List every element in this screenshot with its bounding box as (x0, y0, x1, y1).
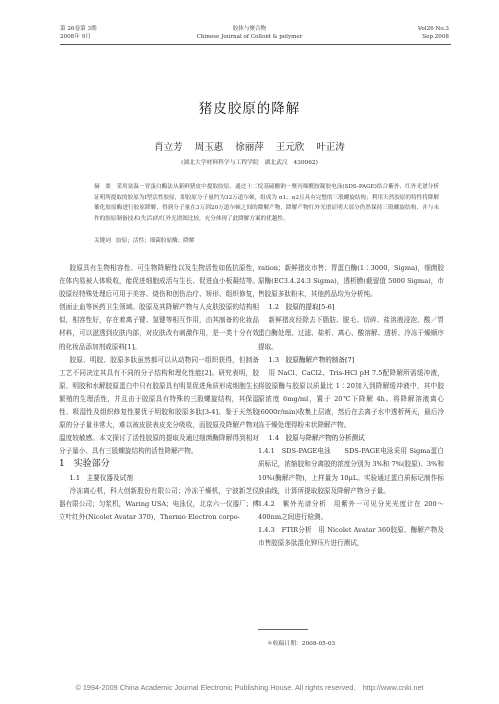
author-name: 周玉惠 (194, 142, 224, 153)
author-name: 王元欣 (275, 142, 305, 153)
abstract (94, 182, 439, 224)
affiliation: (湖北大学材料科学与工程学院 湖北武汉 430062) (181, 160, 318, 166)
journal-name-en: Chinese Journal of Colloid & polymer (196, 34, 303, 40)
uv-analysis-paragraph: 1.4.2 紫外光谱分析 用紫外一可见分光光度计在 200～400nm之间进行检测。 (258, 499, 444, 521)
journal-name-zh: 胶体与聚合物 (232, 26, 267, 32)
extraction-paragraph: 新鲜猪皮经除去下脂肪、脱毛、切碎、盐溶液浸泡、酸／胃蛋白酶处理、过滤、盐析、离心、酸溶解、透析、冷冻干燥顺序提取。 (258, 316, 444, 351)
subsection-heading-degradation: 1.3 胶原酶解产物的制备[7] (268, 355, 355, 364)
volume-date: Sep.2008 (422, 34, 449, 40)
issue-volume: 第 26卷第 3期 (60, 26, 97, 32)
intro-paragraph-2: 胶原、明胶、胶原多肽虽然都可以从动物同一组织获得，但制备工艺不同决定其具有不同的分子结构和理化性能[2]。研究表明，胶原、明胶和水解胶原蛋白中只有胶原具有明显促进角质形成细胞生长繁殖的生理活性，并且由于胶原具有特殊的三股螺旋结构，其保湿性、吸湿性及组织修复性要优于明胶和胶原多肽[3-4]。鉴于天然胶原的分子量非常大，难以被皮肤表皮充分吸收，而胶原及降解产物对温度较敏感。本文探讨了活性胶原的提取及通过细菌酶降解得到相对分子量小、具有三股螺旋结构的活性降解产物。 (59, 355, 259, 456)
journal-volume-info (418, 25, 449, 41)
sds-page-paragraph: 1.4.1 SDS-PAGE电泳 SDS-PAGE电泳采用 Sigma蛋白质标记，浓缩胶和分离胶的浓度分别为 3%和 7%(胶原)、3%和 10%(酶解产物)，上样量为 10μL。实验通过蛋白质标记制作标准曲线，计算所提取胶原及降解产物分子量。 (258, 447, 444, 495)
subsection-heading-extraction: 1.2 胶原的提取[5-6] (268, 303, 335, 312)
instruments-paragraph: 冷冻离心机，科大创新股份有限公司；冷冻干燥机，宁波新芝仪器有限公司；匀浆机，Waring USA；电泳仪，北京六一仪器厂；傅立叶红外(Nicolet Avatar 370)，Thermo Electron corpo- (59, 486, 259, 521)
volume-number: Vol26 No.3 (417, 26, 449, 32)
intro-paragraph-1: 胶原具有生物相容性、可生物降解性以及生物活性如低抗原性，在体内易被人体吸收，能促进细胞成活与生长、促进血小板凝结等。胶原经特殊处理后可用于美容、烧伤和创伤治疗、矫形、组织修复，创面止血等医药卫生领域。胶原及其降解产物与人皮肤胶原的结构相似，相容性好，存在着离子键、氢键等相互作用，由其制备的化妆品材料，可以滋透到皮肤内部，对皮肤改有刺激作用，是一类十分有效的化妆品添加剂或原料[1]。 (59, 264, 259, 351)
keywords-text: 胶原；活性；细菌胶原酶；降解 (116, 238, 195, 244)
abstract-text: 采用氨温－胃蛋白酶法从新鲜猪皮中提取胶原。通过十二烷基硫酸钠－聚丙烯酰胺凝胶电泳(SDS-PAGE)结合紫外、红外光谱分析证明所提取的胶原为Ⅰ型活性胶原，即胶原分子量约为32万道尔顿，组成为 α1、α2且具有完整的三股螺旋结构；利用天然胶原的特性将降解催化胶原酶进行胶原降解，得到分子量在3万到20万道尔顿之间的降解产物，降解产物红外光谱证明大部分仍然保持三股螺旋结构，并与未作的胶原制备技术(失活)的红外光谱图比较，充分体现了此降解方案的优越性。 (94, 184, 439, 222)
header-rule (60, 44, 451, 45)
copyright-footer: © 1994-2009 China Academic Journal Electronic Publishing House. All rights reserved. http://www.cnki.net (75, 683, 424, 692)
reagents-continuation: ration；新鲜猪皮市售；胃蛋白酶(1∶3000，Sigma)，细菌胶原酶(EC3.4.24.3 Sigma)，透析膜(截留值 5000 Sigma)，市售胶原多肽粉末，其他药品均为分析纯。 (258, 264, 444, 299)
keywords (94, 236, 439, 244)
received-date-footnote: ＊收稿日期：2008-05-03 (267, 641, 336, 647)
paper-title: 猪皮胶原的降解 (198, 101, 301, 117)
abstract-label: 摘 要 (94, 184, 111, 190)
degradation-paragraph: 用 NaCl、CaCl2、Tris-HCl pH 7.5配降解所需缓冲液，将胶原酶与胶原以质量比 1∶20加入到降解缓冲液中，其中胶原浓度 6mg/ml，置于 20℃下降解 4h。将降解溶液离心(6000r/min)收集上层液，然后在去离子水中透析两天，最后冷冻干燥处理得粉末状降解产物。 (258, 368, 444, 430)
right-column (258, 262, 444, 550)
author-name: 徐丽萍 (235, 142, 264, 153)
ftir-analysis-paragraph: 1.4.3 FTIR分析 用 Nicolet Avatar 360胶原、酶解产物及市售胶原多肽混化钾压片进行测试， (258, 525, 444, 547)
author-list (0, 139, 499, 153)
author-name: 肖立芳 (154, 142, 183, 153)
section-heading-experimental: 1 实验部分 (59, 459, 110, 470)
issue-date: 2008年 9月 (60, 34, 91, 40)
left-column (59, 262, 259, 524)
subsection-heading-instruments: 1.1 主要仪器及试剂 (69, 473, 133, 482)
subsection-heading-analysis: 1.4 胶原与降解产物的分析测试 (268, 434, 365, 443)
footnote-rule (258, 629, 308, 630)
keywords-label: 关键词 (94, 238, 111, 244)
author-name: 叶正涛 (316, 142, 345, 153)
